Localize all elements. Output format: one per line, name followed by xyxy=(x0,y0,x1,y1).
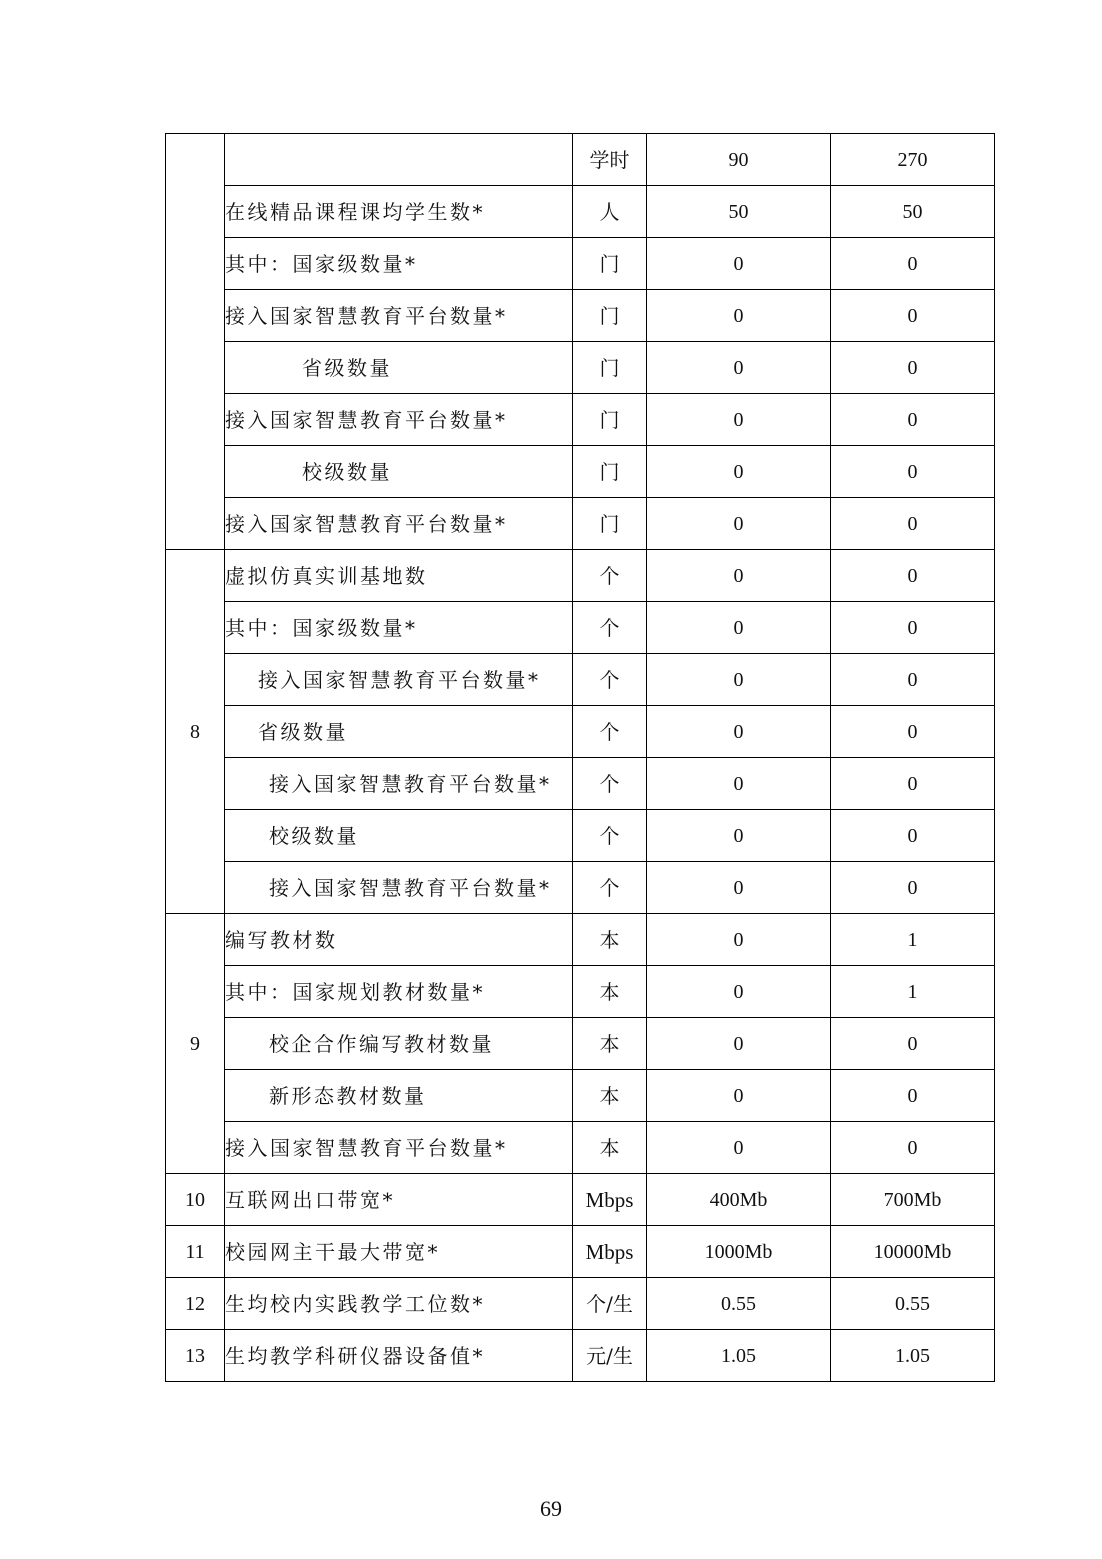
item-cell: 其中：国家级数量* xyxy=(225,238,573,290)
value-cell-2: 0 xyxy=(831,290,995,342)
item-cell: 接入国家智慧教育平台数量* xyxy=(225,394,573,446)
value-cell-1: 0 xyxy=(647,810,831,862)
value-cell-2: 700Mb xyxy=(831,1174,995,1226)
value-cell-2: 1 xyxy=(831,914,995,966)
unit-cell: 个 xyxy=(573,654,647,706)
row-number-cell: 11 xyxy=(166,1226,225,1278)
item-cell: 校企合作编写教材数量 xyxy=(225,1018,573,1070)
table-row xyxy=(166,966,995,1018)
table-row xyxy=(166,1018,995,1070)
item-cell: 在线精品课程课均学生数* xyxy=(225,186,573,238)
table-row xyxy=(166,290,995,342)
value-cell-2: 0 xyxy=(831,446,995,498)
value-cell-2: 0 xyxy=(831,602,995,654)
item-cell: 其中：国家规划教材数量* xyxy=(225,966,573,1018)
unit-cell: 本 xyxy=(573,966,647,1018)
value-cell-1: 90 xyxy=(647,134,831,186)
unit-cell: 个/生 xyxy=(573,1278,647,1330)
table-row xyxy=(166,342,995,394)
unit-cell: 本 xyxy=(573,1122,647,1174)
value-cell-1: 0 xyxy=(647,290,831,342)
value-cell-1: 0 xyxy=(647,966,831,1018)
value-cell-1: 400Mb xyxy=(647,1174,831,1226)
unit-cell: Mbps xyxy=(573,1174,647,1226)
table-row xyxy=(166,810,995,862)
value-cell-2: 0 xyxy=(831,550,995,602)
table-row xyxy=(166,706,995,758)
value-cell-1: 0 xyxy=(647,394,831,446)
value-cell-2: 0.55 xyxy=(831,1278,995,1330)
value-cell-2: 0 xyxy=(831,706,995,758)
row-number-cell xyxy=(166,134,225,550)
value-cell-1: 1000Mb xyxy=(647,1226,831,1278)
row-number-cell: 10 xyxy=(166,1174,225,1226)
value-cell-2: 270 xyxy=(831,134,995,186)
unit-cell: 门 xyxy=(573,498,647,550)
table-row xyxy=(166,498,995,550)
value-cell-1: 0 xyxy=(647,446,831,498)
row-number-cell: 8 xyxy=(166,550,225,914)
table-row xyxy=(166,134,995,186)
item-cell: 生均校内实践教学工位数* xyxy=(225,1278,573,1330)
value-cell-1: 0 xyxy=(647,550,831,602)
unit-cell: 门 xyxy=(573,446,647,498)
value-cell-2: 10000Mb xyxy=(831,1226,995,1278)
value-cell-2: 1 xyxy=(831,966,995,1018)
item-cell: 接入国家智慧教育平台数量* xyxy=(225,758,573,810)
table-row xyxy=(166,1330,995,1382)
value-cell-2: 0 xyxy=(831,1122,995,1174)
unit-cell: 人 xyxy=(573,186,647,238)
item-cell: 虚拟仿真实训基地数 xyxy=(225,550,573,602)
value-cell-2: 0 xyxy=(831,862,995,914)
unit-cell: 个 xyxy=(573,810,647,862)
value-cell-1: 0 xyxy=(647,1070,831,1122)
row-number-cell: 9 xyxy=(166,914,225,1174)
item-cell: 互联网出口带宽* xyxy=(225,1174,573,1226)
unit-cell: Mbps xyxy=(573,1226,647,1278)
unit-cell: 本 xyxy=(573,1018,647,1070)
table-row xyxy=(166,1174,995,1226)
item-cell: 生均教学科研仪器设备值* xyxy=(225,1330,573,1382)
table-row xyxy=(166,758,995,810)
unit-cell: 元/生 xyxy=(573,1330,647,1382)
row-number-cell: 13 xyxy=(166,1330,225,1382)
value-cell-1: 0 xyxy=(647,498,831,550)
item-cell: 接入国家智慧教育平台数量* xyxy=(225,654,573,706)
unit-cell: 学时 xyxy=(573,134,647,186)
item-cell: 编写教材数 xyxy=(225,914,573,966)
table-row xyxy=(166,914,995,966)
item-cell: 接入国家智慧教育平台数量* xyxy=(225,1122,573,1174)
value-cell-1: 50 xyxy=(647,186,831,238)
item-cell: 其中：国家级数量* xyxy=(225,602,573,654)
item-cell: 新形态教材数量 xyxy=(225,1070,573,1122)
value-cell-1: 0 xyxy=(647,914,831,966)
table-row xyxy=(166,186,995,238)
value-cell-1: 0 xyxy=(647,238,831,290)
table-row xyxy=(166,1278,995,1330)
value-cell-1: 0 xyxy=(647,602,831,654)
unit-cell: 个 xyxy=(573,602,647,654)
unit-cell: 个 xyxy=(573,758,647,810)
table-row xyxy=(166,1070,995,1122)
value-cell-1: 0 xyxy=(647,654,831,706)
item-cell: 接入国家智慧教育平台数量* xyxy=(225,862,573,914)
value-cell-2: 0 xyxy=(831,498,995,550)
unit-cell: 门 xyxy=(573,342,647,394)
value-cell-2: 0 xyxy=(831,1070,995,1122)
value-cell-1: 0 xyxy=(647,706,831,758)
item-cell: 省级数量 xyxy=(225,342,573,394)
table-row xyxy=(166,654,995,706)
table-row xyxy=(166,602,995,654)
table-row xyxy=(166,1122,995,1174)
value-cell-2: 0 xyxy=(831,394,995,446)
item-cell: 省级数量 xyxy=(225,706,573,758)
item-cell: 接入国家智慧教育平台数量* xyxy=(225,498,573,550)
item-cell: 接入国家智慧教育平台数量* xyxy=(225,290,573,342)
table-row xyxy=(166,862,995,914)
value-cell-1: 0.55 xyxy=(647,1278,831,1330)
value-cell-2: 0 xyxy=(831,654,995,706)
table-row xyxy=(166,238,995,290)
value-cell-1: 0 xyxy=(647,342,831,394)
value-cell-1: 0 xyxy=(647,1122,831,1174)
unit-cell: 门 xyxy=(573,394,647,446)
unit-cell: 本 xyxy=(573,1070,647,1122)
unit-cell: 门 xyxy=(573,290,647,342)
unit-cell: 个 xyxy=(573,550,647,602)
unit-cell: 个 xyxy=(573,862,647,914)
unit-cell: 个 xyxy=(573,706,647,758)
value-cell-2: 0 xyxy=(831,810,995,862)
item-cell xyxy=(225,134,573,186)
table-row xyxy=(166,446,995,498)
item-cell: 校级数量 xyxy=(225,446,573,498)
page-number: 69 xyxy=(540,1496,562,1521)
item-cell: 校园网主干最大带宽* xyxy=(225,1226,573,1278)
value-cell-1: 0 xyxy=(647,862,831,914)
table-row xyxy=(166,550,995,602)
indicator-table xyxy=(165,133,995,1382)
value-cell-1: 0 xyxy=(647,758,831,810)
value-cell-2: 0 xyxy=(831,1018,995,1070)
value-cell-2: 1.05 xyxy=(831,1330,995,1382)
value-cell-1: 0 xyxy=(647,1018,831,1070)
unit-cell: 本 xyxy=(573,914,647,966)
value-cell-2: 0 xyxy=(831,238,995,290)
value-cell-2: 50 xyxy=(831,186,995,238)
row-number-cell: 12 xyxy=(166,1278,225,1330)
item-cell: 校级数量 xyxy=(225,810,573,862)
value-cell-2: 0 xyxy=(831,758,995,810)
value-cell-2: 0 xyxy=(831,342,995,394)
table-row xyxy=(166,1226,995,1278)
table-row xyxy=(166,394,995,446)
unit-cell: 门 xyxy=(573,238,647,290)
value-cell-1: 1.05 xyxy=(647,1330,831,1382)
